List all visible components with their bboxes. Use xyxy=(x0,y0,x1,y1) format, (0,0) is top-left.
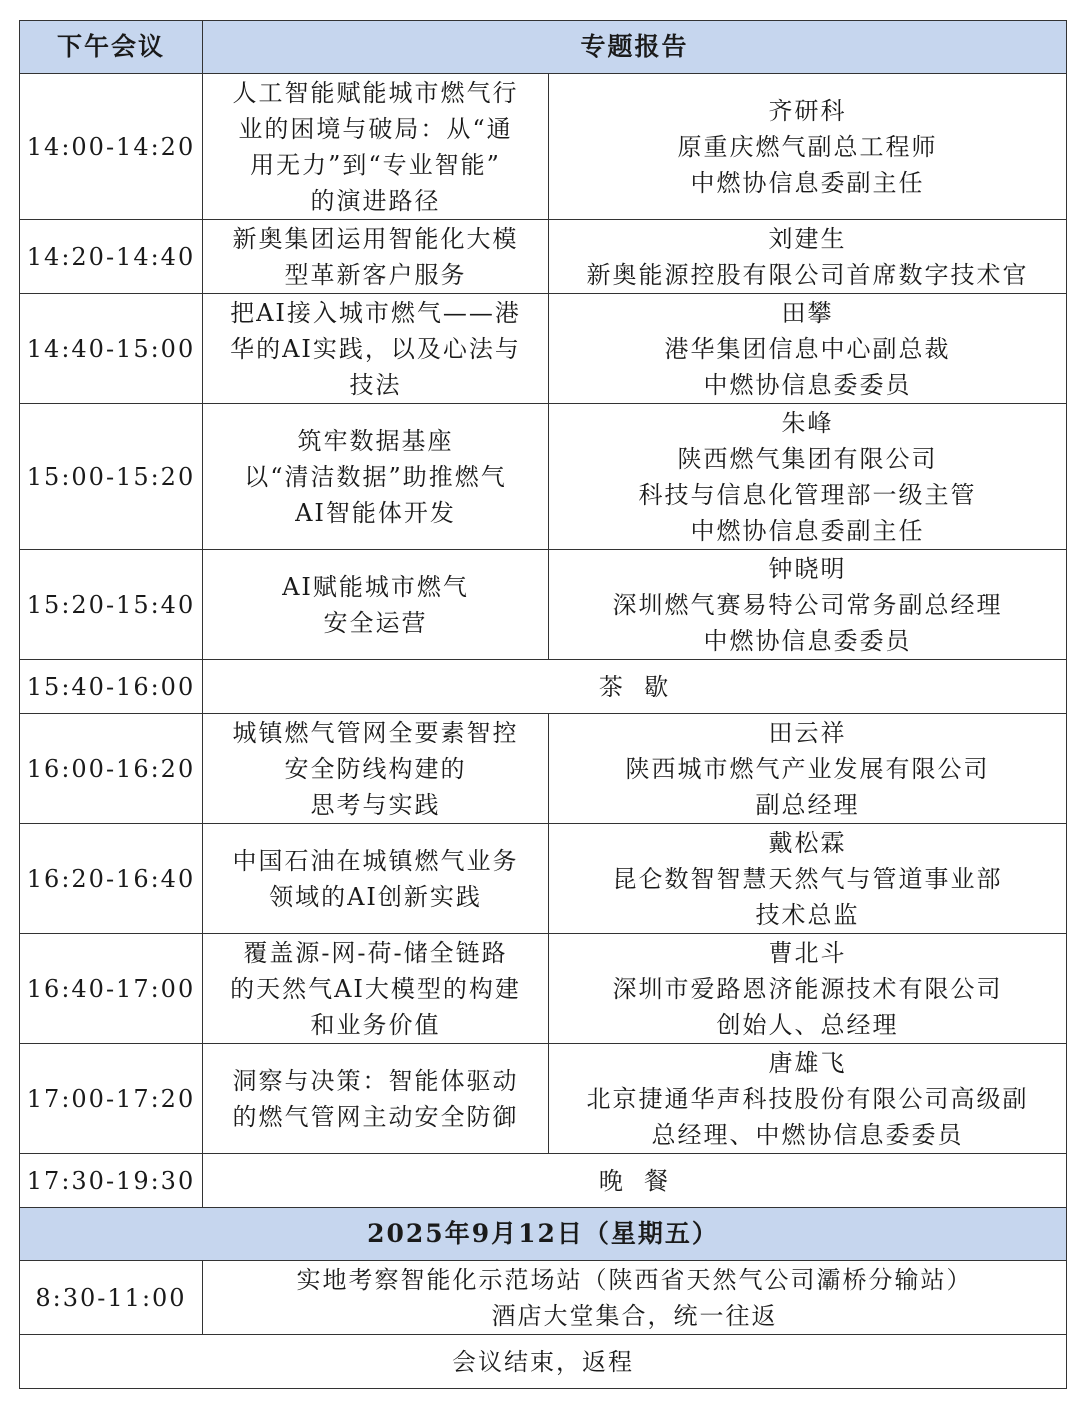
session-speaker xyxy=(549,550,1067,660)
session-speaker-line: 原重庆燃气副总工程师 xyxy=(677,132,938,161)
session-speaker-line: 北京捷通华声科技股份有限公司高级副 xyxy=(586,1084,1029,1113)
session-topic-line: 安全运营 xyxy=(323,608,428,637)
tea-break-row-time: 15:40-16:00 xyxy=(20,660,203,714)
session-topic xyxy=(203,934,549,1044)
session-speaker-line: 创始人、总经理 xyxy=(716,1010,899,1039)
visit-time: 8:30-11:00 xyxy=(20,1261,203,1335)
session-row xyxy=(20,934,1067,1044)
session-topic-line: 和业务价值 xyxy=(310,1010,441,1039)
session-topic-line: 华的AI实践，以及心法与 xyxy=(230,334,521,363)
session-topic-line: 筑牢数据基座 xyxy=(297,426,454,455)
visit-detail xyxy=(203,1261,1067,1335)
session-speaker-line: 唐雄飞 xyxy=(768,1048,847,1077)
header-row xyxy=(20,21,1067,74)
session-topic-line: 新奥集团运用智能化大模 xyxy=(232,224,519,253)
header-topic: 专题报告 xyxy=(203,21,1067,74)
session-topic xyxy=(203,74,549,220)
session-topic xyxy=(203,404,549,550)
session-topic xyxy=(203,714,549,824)
session-row xyxy=(20,220,1067,294)
session-speaker-line: 钟晓明 xyxy=(768,554,847,583)
visit-detail-line: 实地考察智能化示范场站（陕西省天然气公司灞桥分输站） xyxy=(296,1265,973,1294)
visit-detail-line: 酒店大堂集合，统一往返 xyxy=(491,1301,778,1330)
session-speaker-line: 朱峰 xyxy=(781,408,834,437)
session-speaker-line: 深圳燃气赛易特公司常务副总经理 xyxy=(612,590,1003,619)
session-time: 15:00-15:20 xyxy=(20,404,203,550)
session-time: 16:20-16:40 xyxy=(20,824,203,934)
session-speaker xyxy=(549,74,1067,220)
session-speaker-line: 副总经理 xyxy=(755,790,860,819)
session-topic-line: 业的困境与破局：从“通 xyxy=(238,114,513,143)
session-speaker xyxy=(549,220,1067,294)
session-row xyxy=(20,294,1067,404)
session-speaker xyxy=(549,404,1067,550)
session-speaker-line: 昆仑数智智慧天然气与管道事业部 xyxy=(612,864,1003,893)
session-topic-line: 的燃气管网主动安全防御 xyxy=(232,1102,519,1131)
closing-label: 会议结束，返程 xyxy=(20,1335,1067,1389)
session-topic-line: 中国石油在城镇燃气业务 xyxy=(232,846,519,875)
session-topic-line: 的演进路径 xyxy=(310,186,441,215)
session-row xyxy=(20,404,1067,550)
session-row xyxy=(20,1044,1067,1154)
session-speaker-line: 田云祥 xyxy=(768,718,847,747)
session-speaker-line: 齐研科 xyxy=(768,96,847,125)
tea-break-row-label: 茶 歇 xyxy=(203,660,1067,714)
session-topic-line: AI赋能城市燃气 xyxy=(282,572,469,601)
dinner-row xyxy=(20,1154,1067,1208)
header-session: 下午会议 xyxy=(20,21,203,74)
session-speaker-line: 科技与信息化管理部一级主管 xyxy=(638,480,977,509)
session-speaker-line: 陕西燃气集团有限公司 xyxy=(677,444,938,473)
session-time: 15:20-15:40 xyxy=(20,550,203,660)
session-speaker xyxy=(549,294,1067,404)
session-topic-line: 用无力”到“专业智能” xyxy=(250,150,501,179)
session-topic-line: 型革新客户服务 xyxy=(284,260,467,289)
session-topic-line: 洞察与决策：智能体驱动 xyxy=(232,1066,519,1095)
session-speaker-line: 戴松霖 xyxy=(768,828,847,857)
session-topic-line: 人工智能赋能城市燃气行 xyxy=(232,78,519,107)
session-topic-line: 覆盖源-网-荷-储全链路 xyxy=(243,938,508,967)
agenda-table xyxy=(19,20,1067,1389)
session-speaker xyxy=(549,824,1067,934)
session-speaker xyxy=(549,1044,1067,1154)
session-speaker xyxy=(549,934,1067,1044)
date-row xyxy=(20,1208,1067,1261)
session-row xyxy=(20,824,1067,934)
session-speaker-line: 技术总监 xyxy=(755,900,860,929)
session-speaker-line: 曹北斗 xyxy=(768,938,847,967)
session-speaker-line: 中燃协信息委副主任 xyxy=(690,168,925,197)
session-speaker-line: 陕西城市燃气产业发展有限公司 xyxy=(625,754,990,783)
session-speaker-line: 深圳市爱路恩济能源技术有限公司 xyxy=(612,974,1003,1003)
dinner-row-time: 17:30-19:30 xyxy=(20,1154,203,1208)
session-speaker-line: 中燃协信息委委员 xyxy=(703,626,912,655)
session-topic-line: 安全防线构建的 xyxy=(284,754,467,783)
session-topic-line: 技法 xyxy=(349,370,402,399)
session-row xyxy=(20,74,1067,220)
session-time: 17:00-17:20 xyxy=(20,1044,203,1154)
session-topic-line: 领域的AI创新实践 xyxy=(269,882,482,911)
session-topic-line: 以“清洁数据”助推燃气 xyxy=(244,462,507,491)
session-topic-line: 的天然气AI大模型的构建 xyxy=(230,974,521,1003)
session-topic-line: 思考与实践 xyxy=(310,790,441,819)
session-speaker-line: 刘建生 xyxy=(768,224,847,253)
date-label: 2025年9月12日（星期五） xyxy=(20,1208,1067,1261)
session-topic xyxy=(203,824,549,934)
dinner-row-label: 晚 餐 xyxy=(203,1154,1067,1208)
session-time: 14:40-15:00 xyxy=(20,294,203,404)
session-time: 16:00-16:20 xyxy=(20,714,203,824)
session-topic xyxy=(203,220,549,294)
visit-row xyxy=(20,1261,1067,1335)
session-topic xyxy=(203,550,549,660)
session-topic xyxy=(203,294,549,404)
session-speaker-line: 中燃协信息委委员 xyxy=(703,370,912,399)
session-topic xyxy=(203,1044,549,1154)
session-speaker-line: 中燃协信息委副主任 xyxy=(690,516,925,545)
session-speaker-line: 总经理、中燃协信息委委员 xyxy=(651,1120,964,1149)
session-topic-line: AI智能体开发 xyxy=(295,498,456,527)
session-row xyxy=(20,714,1067,824)
session-speaker xyxy=(549,714,1067,824)
tea-break-row xyxy=(20,660,1067,714)
session-time: 16:40-17:00 xyxy=(20,934,203,1044)
session-speaker-line: 田攀 xyxy=(781,298,834,327)
session-row xyxy=(20,550,1067,660)
session-speaker-line: 港华集团信息中心副总裁 xyxy=(664,334,951,363)
session-speaker-line: 新奥能源控股有限公司首席数字技术官 xyxy=(586,260,1029,289)
closing-row xyxy=(20,1335,1067,1389)
session-topic-line: 城镇燃气管网全要素智控 xyxy=(232,718,519,747)
session-time: 14:00-14:20 xyxy=(20,74,203,220)
session-topic-line: 把AI接入城市燃气——港 xyxy=(230,298,521,327)
session-time: 14:20-14:40 xyxy=(20,220,203,294)
